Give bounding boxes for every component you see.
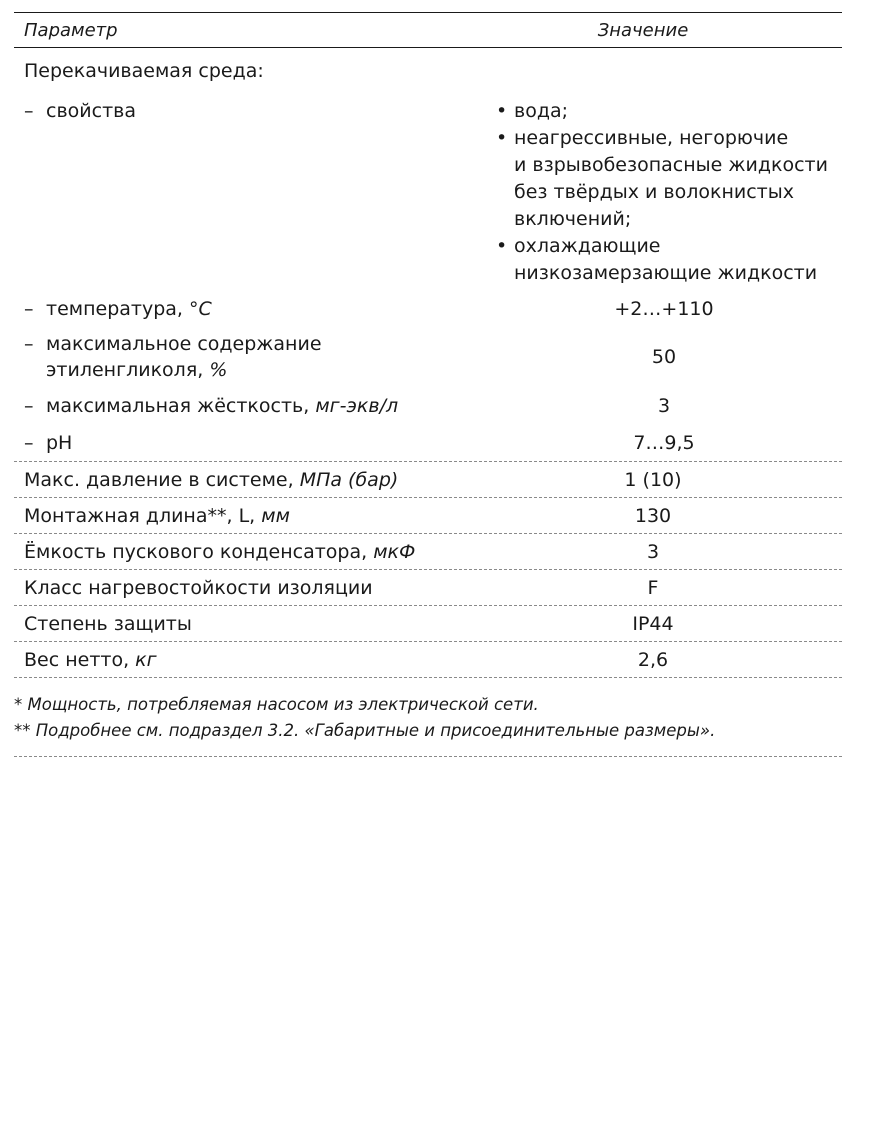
glycol-label-line2 bbox=[46, 357, 486, 383]
glycol-unit: % bbox=[209, 359, 228, 381]
table-row bbox=[14, 642, 842, 677]
row-label: Класс нагревостойкости изоляции bbox=[24, 576, 373, 599]
row-label-cell bbox=[14, 467, 464, 493]
list-item-line: без твёрдых и волокнистых bbox=[514, 181, 794, 203]
temperature-unit: °C bbox=[189, 298, 212, 320]
ph-value: 7…9,5 bbox=[633, 432, 695, 454]
row-value: 3 bbox=[646, 540, 660, 563]
list-item-line: включений; bbox=[514, 208, 632, 230]
bullet-mark: • bbox=[496, 235, 508, 257]
bullet-mark: • bbox=[496, 100, 508, 122]
footnote: ** Подробнее см. подраздел 3.2. «Габаритные и присоединительные размеры». bbox=[14, 721, 716, 740]
row-unit: мкФ bbox=[373, 540, 416, 563]
properties-label: свойства bbox=[46, 100, 136, 122]
medium-title: Перекачиваемая среда: bbox=[24, 60, 264, 82]
glycol-value: 50 bbox=[651, 346, 677, 368]
glycol-label-line1: максимальное содержание bbox=[46, 333, 322, 355]
hardness-unit: мг-экв/л bbox=[315, 395, 399, 417]
glycol-label-cell bbox=[14, 331, 486, 383]
glycol-row bbox=[14, 327, 842, 387]
row-label-cell bbox=[14, 647, 464, 673]
row-value: F bbox=[647, 576, 659, 599]
row-value: 2,6 bbox=[637, 648, 669, 671]
table-header bbox=[14, 13, 842, 47]
row-unit: кг bbox=[135, 648, 157, 671]
header-value: Значение bbox=[597, 19, 689, 41]
hardness-value: 3 bbox=[657, 395, 671, 417]
row-value: 130 bbox=[634, 504, 672, 527]
row-label: Вес нетто, bbox=[24, 648, 136, 671]
row-label-cell bbox=[14, 575, 464, 601]
glycol-label: этиленгликоля, bbox=[46, 359, 210, 381]
row-label: Ёмкость пускового конденсатора, bbox=[24, 540, 374, 563]
ph-row bbox=[14, 425, 842, 461]
list-item-line: неагрессивные, негорючие bbox=[514, 127, 789, 149]
row-value: 1 (10) bbox=[624, 468, 682, 491]
ph-label-cell bbox=[14, 430, 486, 456]
list-item bbox=[492, 98, 842, 125]
table-row bbox=[14, 534, 842, 569]
dash-mark: – bbox=[24, 432, 34, 454]
dash-mark: – bbox=[24, 100, 34, 122]
ph-label: pH bbox=[46, 432, 73, 454]
hardness-label: максимальная жёсткость, bbox=[46, 395, 316, 417]
header-param: Параметр bbox=[24, 19, 118, 41]
temperature-label: температура, bbox=[46, 298, 190, 320]
table-row bbox=[14, 606, 842, 641]
table-row bbox=[14, 570, 842, 605]
spec-table bbox=[14, 12, 842, 757]
dash-mark: – bbox=[24, 333, 34, 355]
row-label: Монтажная длина**, L, bbox=[24, 504, 262, 527]
bullet-mark: • bbox=[496, 127, 508, 149]
row-label: Макс. давление в системе, bbox=[24, 468, 300, 491]
row-unit: МПа (бар) bbox=[299, 468, 399, 491]
row-label: Степень защиты bbox=[24, 612, 192, 635]
footnote: * Мощность, потребляемая насосом из электрической сети. bbox=[14, 695, 539, 714]
bottom-rule bbox=[14, 756, 842, 757]
list-item bbox=[492, 233, 842, 287]
list-item-line: и взрывобезопасные жидкости bbox=[514, 154, 828, 176]
temperature-row bbox=[14, 291, 842, 327]
dash-mark: – bbox=[24, 298, 34, 320]
temperature-value: +2…+110 bbox=[614, 298, 714, 320]
list-item bbox=[492, 125, 842, 233]
row-label-cell bbox=[14, 503, 464, 529]
properties-value-cell bbox=[486, 98, 842, 287]
hardness-label-cell bbox=[14, 393, 486, 419]
dash-mark: – bbox=[24, 395, 34, 417]
row-label-cell bbox=[14, 539, 464, 565]
properties-row bbox=[14, 84, 842, 287]
properties-label-cell bbox=[14, 98, 486, 124]
row-unit: мм bbox=[261, 504, 290, 527]
table-row bbox=[14, 462, 842, 497]
hardness-row bbox=[14, 387, 842, 425]
list-item-line: низкозамерзающие жидкости bbox=[514, 262, 818, 284]
row-value: IP44 bbox=[632, 612, 674, 635]
list-item-line: охлаждающие bbox=[514, 235, 661, 257]
table-row bbox=[14, 498, 842, 533]
footnotes bbox=[14, 678, 842, 756]
properties-list bbox=[492, 98, 842, 287]
list-item-line: вода; bbox=[514, 100, 569, 122]
temperature-label-cell bbox=[14, 296, 486, 322]
row-label-cell bbox=[14, 611, 464, 637]
